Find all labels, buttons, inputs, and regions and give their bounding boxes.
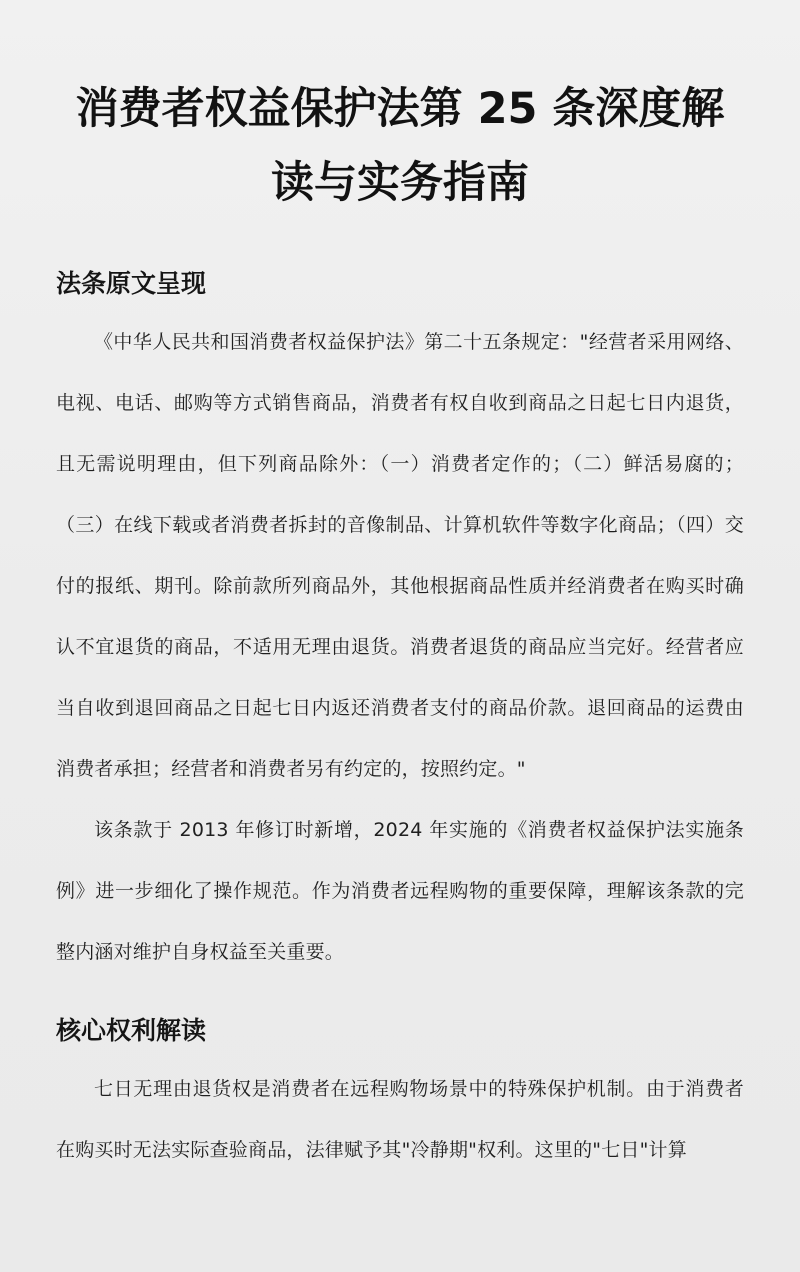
paragraph: 《中华人民共和国消费者权益保护法》第二十五条规定："经营者采用网络、电视、电话、邮购等方式销售商品，消费者有权自收到商品之日起七日内退货，且无需说明理由，但下列商品除外：（一）消费者定作的；（二）鲜活易腐的；（三）在线下载或者消费者拆封的音像制品、计算机软件等数字化商品；（四）交付的报纸、期刊。除前款所列商品外，其他根据商品性质并经消费者在购买时确认不宜退货的商品，不适用无理由退货。消费者退货的商品应当完好。经营者应当自收到退回商品之日起七日内返还消费者支付的商品价款。退回商品的运费由消费者承担；经营者和消费者另有约定的，按照约定。": [56, 331, 744, 780]
paragraph: 七日无理由退货权是消费者在远程购物场景中的特殊保护机制。由于消费者在购买时无法实际查验商品，法律赋予其"冷静期"权利。这里的"七日"计算: [56, 1078, 744, 1161]
section-heading: 法条原文呈现: [56, 269, 207, 298]
section-original-text: [56, 264, 744, 983]
paragraph: 该条款于 2013 年修订时新增，2024 年实施的《消费者权益保护法实施条例》进一步细化了操作规范。作为消费者远程购物的重要保障，理解该条款的完整内涵对维护自身权益至关重要。: [56, 819, 744, 963]
section-heading: 核心权利解读: [56, 1016, 207, 1045]
section-core-rights: [56, 1011, 744, 1181]
document-title: 消费者权益保护法第 25 条深度解读与实务指南: [75, 84, 725, 208]
